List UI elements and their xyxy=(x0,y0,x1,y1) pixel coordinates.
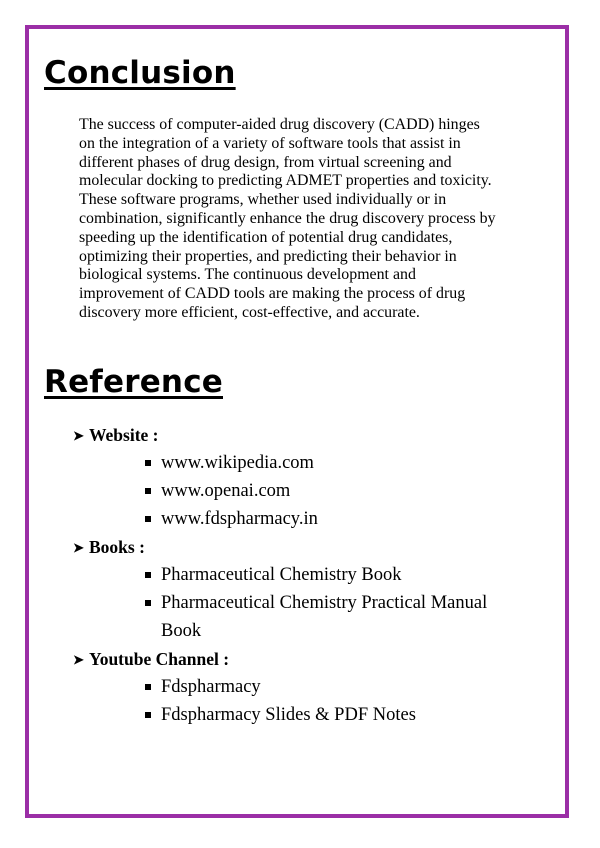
list-item-text: Pharmaceutical Chemistry Practical Manual xyxy=(161,593,488,613)
reference-list xyxy=(73,421,553,729)
list-item-text: Pharmaceutical Chemistry Book xyxy=(161,565,402,585)
youtube-list xyxy=(73,673,553,729)
list-item xyxy=(73,589,553,645)
list-item-text: Fdspharmacy Slides & PDF Notes xyxy=(161,705,416,725)
website-list xyxy=(73,449,553,533)
list-item-text: www.fdspharmacy.in xyxy=(161,509,318,529)
reference-category-books xyxy=(73,533,553,645)
square-bullet-icon xyxy=(145,600,151,606)
list-item xyxy=(73,449,553,477)
square-bullet-icon xyxy=(145,684,151,690)
arrow-bullet-icon: ➤ xyxy=(73,651,84,667)
square-bullet-icon xyxy=(145,488,151,494)
square-bullet-icon xyxy=(145,460,151,466)
category-title: Website : xyxy=(89,424,159,445)
books-list xyxy=(73,561,553,645)
list-item-text: Fdspharmacy xyxy=(161,677,261,697)
square-bullet-icon xyxy=(145,712,151,718)
list-item xyxy=(73,477,553,505)
category-title: Youtube Channel : xyxy=(89,648,230,669)
conclusion-paragraph: The success of computer-aided drug discovery (CADD) hinges on the integration of a variety of software tools that assist in different phases of drug design, from virtual screening and molecular docking to predicting ADMET properties and toxicity. These software programs, whether used individually or in combination, significantly enhance the drug discovery process by speeding up the identification of potential drug candidates, optimizing their properties, and predicting their behavior in biological systems. The continuous development and improvement of CADD tools are making the process of drug discovery more efficient, cost-effective, and accurate. xyxy=(79,116,496,321)
list-item xyxy=(73,561,553,589)
arrow-bullet-icon: ➤ xyxy=(73,539,84,555)
list-item-text: www.openai.com xyxy=(161,481,291,501)
list-item-text-continued: Book xyxy=(161,621,202,641)
square-bullet-icon xyxy=(145,516,151,522)
reference-heading: Reference xyxy=(44,364,223,400)
square-bullet-icon xyxy=(145,572,151,578)
reference-category-website xyxy=(73,421,553,533)
arrow-bullet-icon: ➤ xyxy=(73,427,84,443)
list-item xyxy=(73,701,553,729)
list-item xyxy=(73,673,553,701)
conclusion-heading: Conclusion xyxy=(44,55,236,91)
list-item-text: www.wikipedia.com xyxy=(161,453,314,473)
category-title: Books : xyxy=(89,536,145,557)
reference-category-youtube xyxy=(73,645,553,729)
list-item xyxy=(73,505,553,533)
